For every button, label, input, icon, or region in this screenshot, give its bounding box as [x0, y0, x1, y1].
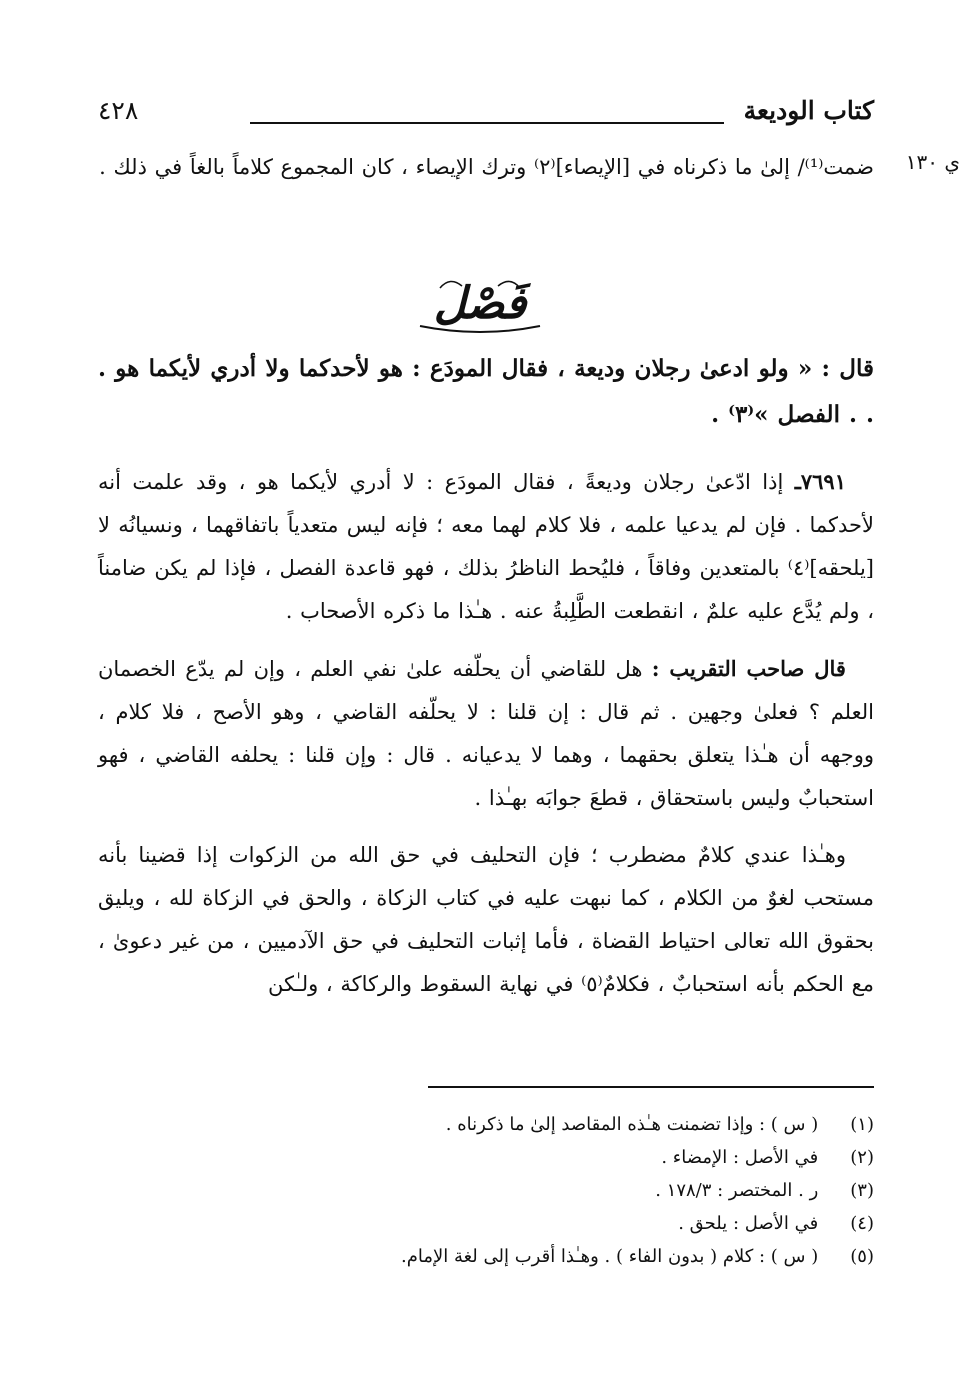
footnote-rule	[428, 1086, 874, 1088]
margin-note: ي ١٣٠	[905, 150, 960, 174]
footnote-number: (٤)	[850, 1213, 874, 1234]
footnote-text: ( س ) : كلام ( بدون الفاء ) . وهـٰذا أقرب إلى لغة الإمام.	[400, 1246, 819, 1267]
footnote-text: ( س ) : وإذا تضمنت هـٰذه المقاصد إلىٰ ما ذكرناه .	[445, 1114, 819, 1135]
intro-block	[98, 146, 874, 189]
footnote-text: ر . المختصر : ١٧٨/٣ .	[655, 1180, 819, 1201]
paragraph-number: ٧٦٩١ـ	[794, 469, 846, 494]
paragraph-critique	[98, 834, 874, 1006]
paragraph-text: وهـٰذا عندي كلامٌ مضطرب ؛ فإن التحليف في حق الله من الزكوات إذا قضينا بأنه مستحب لغوٌ من الكلام ، كما نبهت عليه في كتاب الزكاة ، والحق في الزكاة لله ، ويليق بحقوق الله تعالى احتياط القضاة ، فأما إثبات التحليف في حق الآدميين ، من غير دعوىٰ ، مع الحكم بأنه استحبابٌ ، فكلامٌ⁽٥⁾ في نهاية السقوط والركاكة ، ولـٰكن	[98, 843, 874, 996]
footnote	[300, 1108, 874, 1141]
footnote-number: (١)	[850, 1114, 874, 1135]
header-rule	[250, 122, 724, 124]
footnote-text: في الأصل : يلحق .	[678, 1213, 819, 1234]
section-heading-text: فَصْل	[433, 277, 527, 329]
footnote-number: (٢)	[850, 1147, 874, 1168]
footnote	[300, 1141, 874, 1174]
running-header	[98, 92, 874, 132]
paragraph-taqrib	[98, 647, 874, 820]
section-heading	[380, 268, 580, 338]
footnote	[300, 1240, 874, 1273]
page-number: ٤٢٨	[98, 96, 139, 125]
footnote-number: (٣)	[850, 1180, 874, 1201]
paragraph-text: هل للقاضي أن يحلّفه علىٰ نفي العلم ، وإن لم يدّع الخصمان العلم ؟ فعلىٰ وجهين . ثم قال : إن قلنا : لا يحلّفه القاضي ، وهو الأصح ، فلا كلام ، ووجهه أن هـٰذا يتعلق بحقهما ، وهما لا يدعيانه . قال : وإن قلنا : يحلفه القاضي ، فهو استحبابٌ وليس باستحقاق ، قطعَ جوابَه بهـٰذا .	[98, 657, 874, 810]
footnote	[300, 1207, 874, 1240]
footnotes	[300, 1108, 874, 1273]
main-text	[98, 460, 874, 1006]
intro-paragraph: ضمت⁽¹⁾/ إلىٰ ما ذكرناه في [الإيصاء]⁽٢⁾ وترك الإيصاء ، كان المجموع كلاماً بالغاً في ذلك .	[99, 155, 874, 179]
footnote-text: في الأصل : الإمضاء .	[661, 1147, 819, 1168]
header-title: كتاب الوديعة	[743, 96, 874, 125]
paragraph-text: إذا ادّعىٰ رجلان وديعةً ، فقال المودَع : لا أدري لأيكما هو ، وقد علمت أنه لأحدكما . فإن لم يدعيا علمه ، فلا كلام لهما معه ؛ فإنه ليس متعدياً باتفاقهما ، ونسيانُه لا [يلحقه]⁽٤⁾ بالمتعدين وفاقاً ، فليُحط الناظرُ بذلك ، فهو قاعدة الفصل ، فإذا لم يكن ضامناً ، ولم يُدَّع عليه علمٌ ، انقطعت الطَّلِبةُ عنه . هـٰذا ما ذكره الأصحاب .	[98, 470, 874, 623]
quote-paragraph: قال : « ولو ادعىٰ رجلان وديعة ، فقال المودَع : هو لأحدكما ولا أدري لأيكما هو . . . الفصل »⁽٣⁾ .	[98, 355, 874, 428]
footnote-number: (٥)	[850, 1246, 874, 1267]
footnote	[300, 1174, 874, 1207]
paragraph-7691	[98, 460, 874, 633]
quote-block	[98, 346, 874, 438]
paragraph-lead: قال صاحب التقريب :	[651, 656, 846, 681]
